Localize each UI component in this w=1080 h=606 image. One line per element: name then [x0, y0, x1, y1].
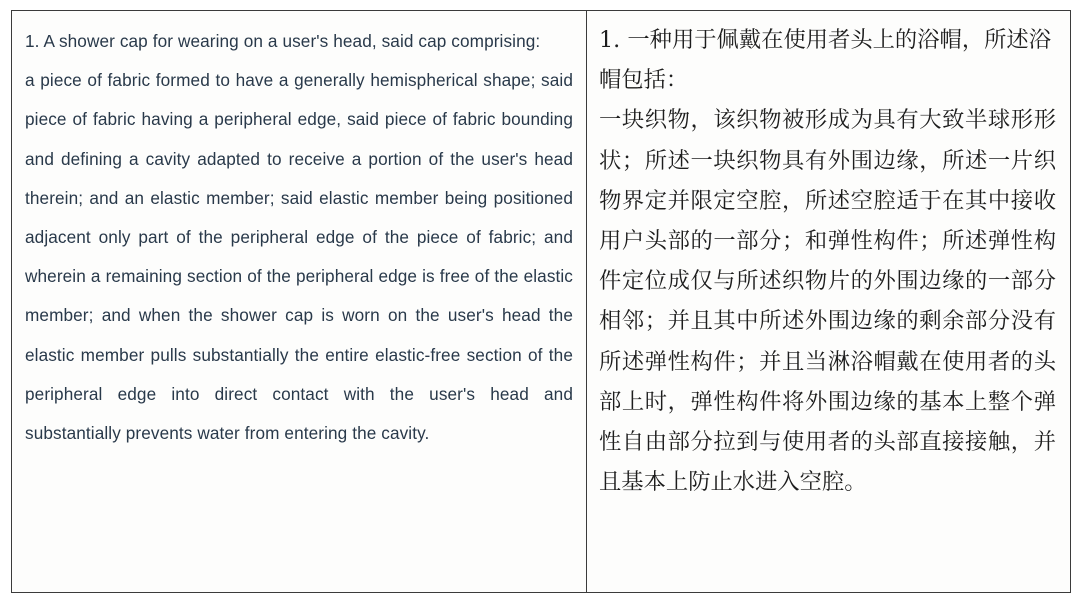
source-language-cell — [12, 11, 587, 592]
target-claim-body: 一块织物，该织物被形成为具有大致半球形形状；所述一块织物具有外围边缘，所述一片织物界定并限定空腔，所述空腔适于在其中接收用户头部的一部分；和弹性构件；所述弹性构件定位成仅与所述织物片的外围边缘的一部分相邻；并且其中所述外围边缘的剩余部分没有所述弹性构件；并且当淋浴帽戴在使用者的头部上时，弹性构件将外围边缘的基本上整个弹性自由部分拉到与使用者的头部直接接触，并且基本上防止水进入空腔。 — [599, 107, 1056, 496]
source-claim-lead: 1. A shower cap for wearing on a user's head, said cap comprising: — [25, 31, 541, 51]
bilingual-claim-table — [11, 10, 1071, 593]
source-claim-body: a piece of fabric formed to have a generally hemispherical shape; said piece of fabric having a peripheral edge, said piece of fabric bounding and defining a cavity adapted to receive a portion of the user's head therein; and an elastic member; said elastic member being positioned adjacent only part of the peripheral edge of the piece of fabric; and wherein a remaining section of the peripheral edge is free of the elastic member; and when the shower cap is worn on the user's head the elastic member pulls substantially the entire elastic-free section of the peripheral edge into direct contact with the user's head and substantially prevents water from entering the cavity. — [25, 70, 573, 444]
target-language-cell — [587, 11, 1070, 592]
target-claim-lead: 1. 一种用于佩戴在使用者头上的浴帽，所述浴帽包括： — [599, 27, 1052, 94]
